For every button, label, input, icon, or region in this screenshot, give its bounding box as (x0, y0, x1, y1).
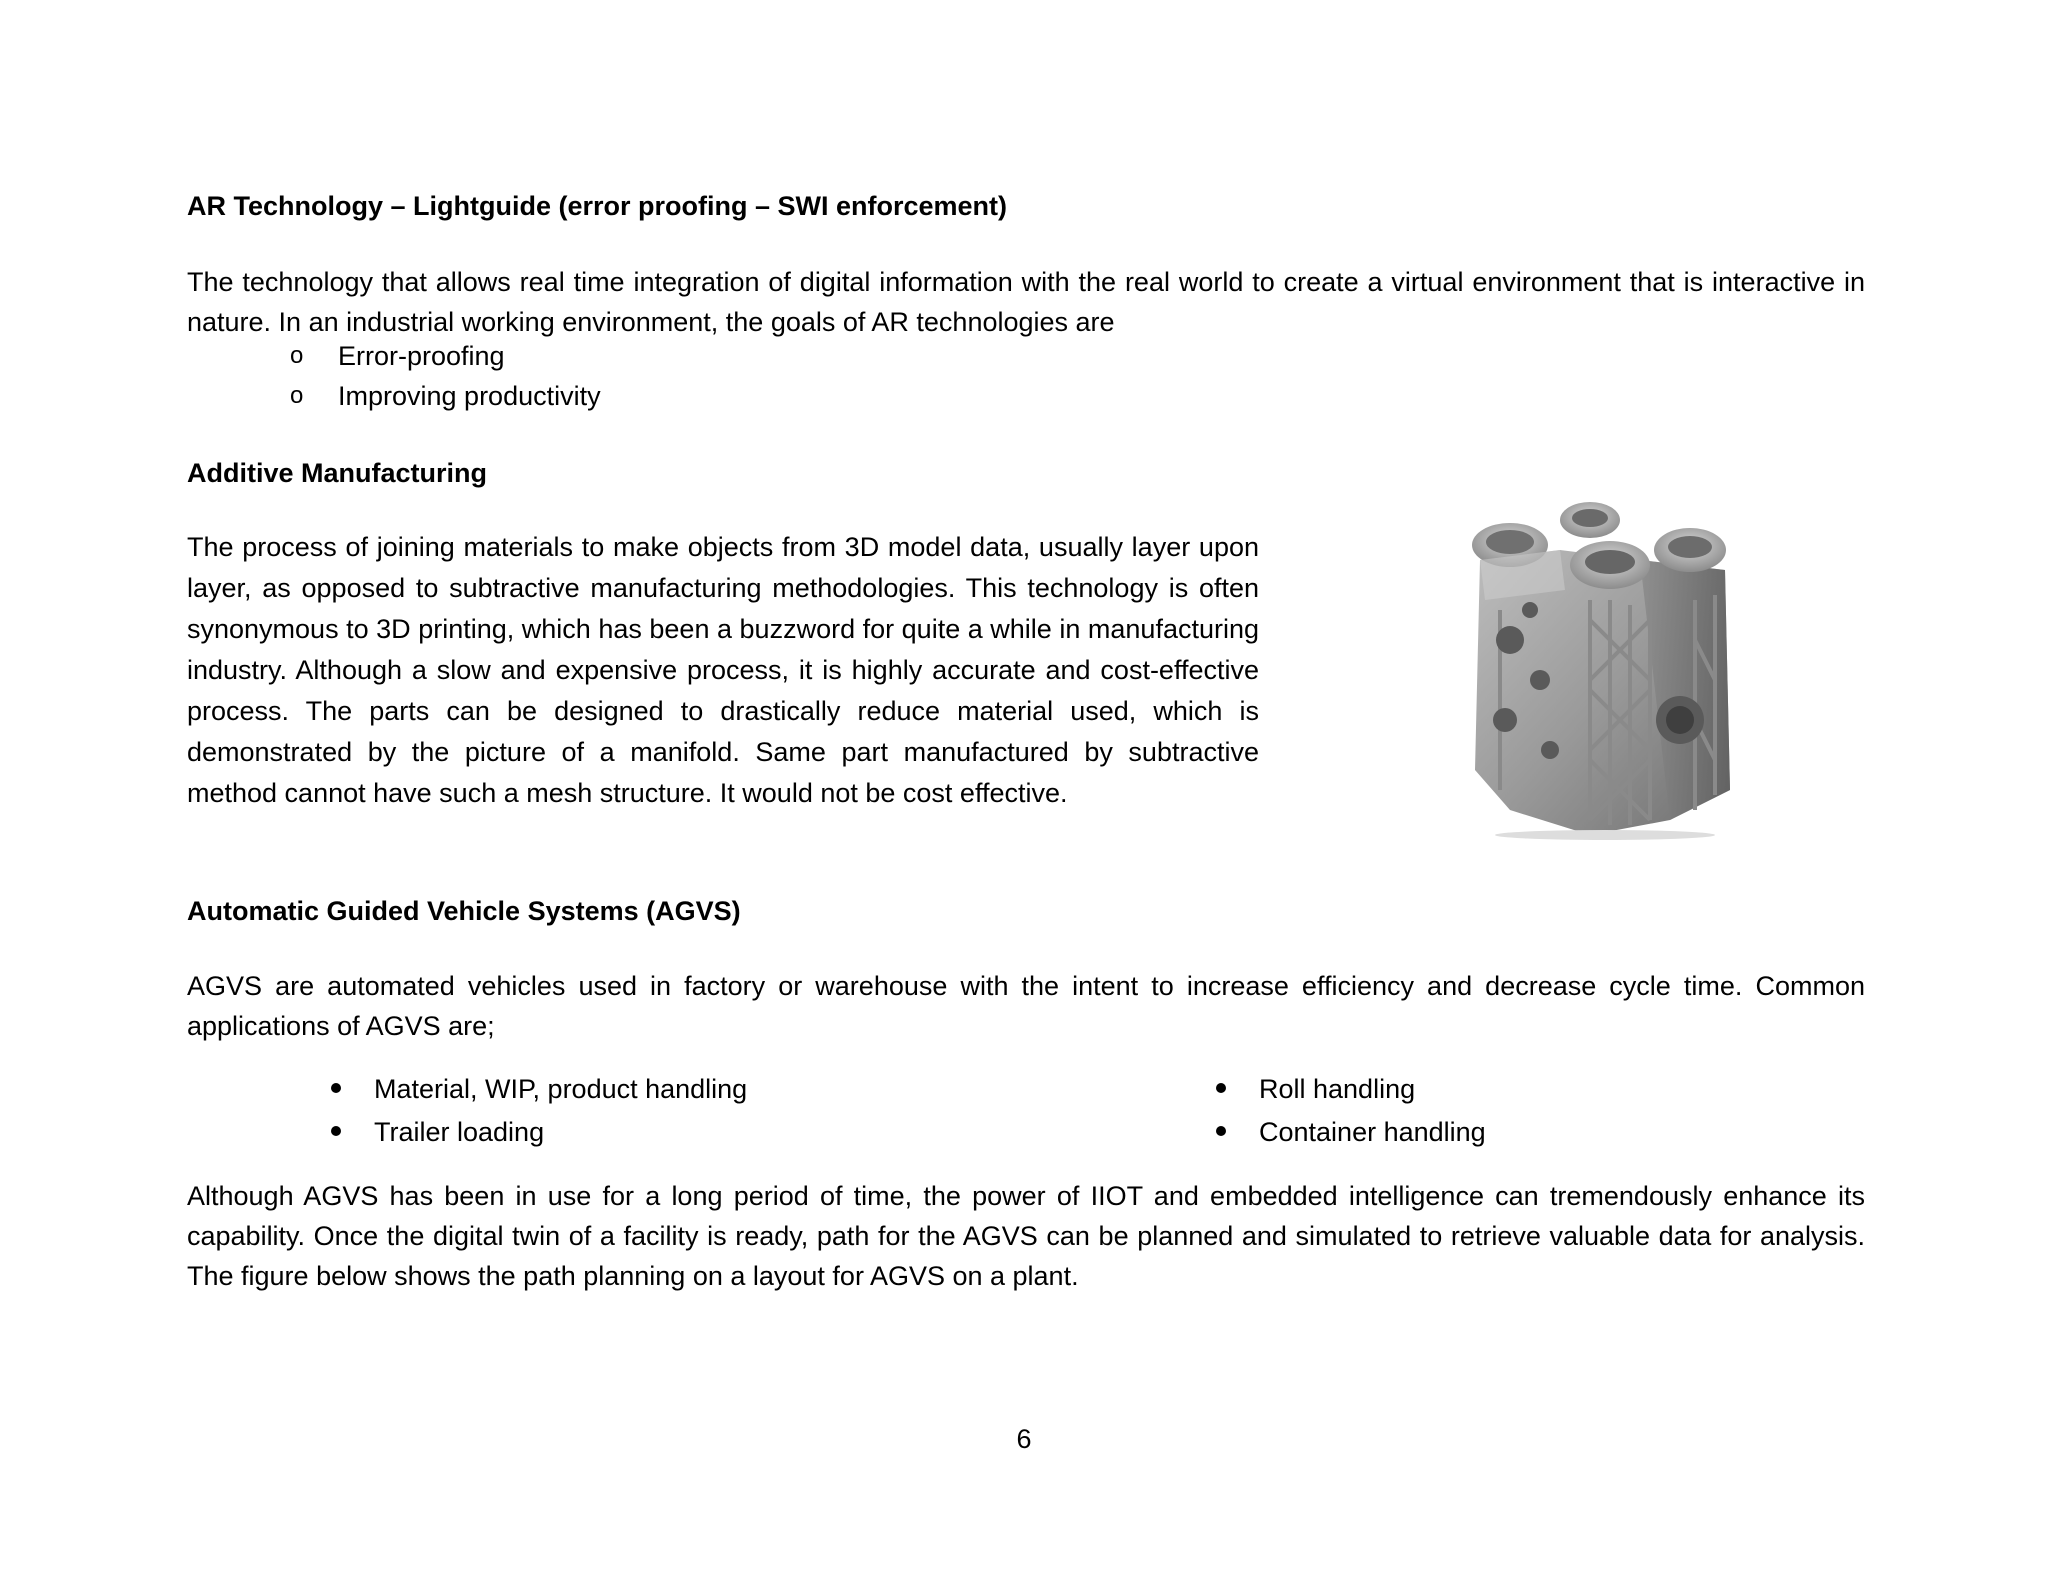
agvs-heading: Automatic Guided Vehicle Systems (AGVS) (187, 896, 741, 926)
circle-bullet-icon: o (290, 382, 304, 409)
bullet-icon (331, 1126, 341, 1136)
list-item (1212, 1111, 1486, 1154)
page-number: 6 (1016, 1424, 1032, 1454)
list-item-label: Roll handling (1259, 1074, 1416, 1104)
additive-manufacturing-heading: Additive Manufacturing (187, 458, 488, 488)
list-item-label: Improving productivity (338, 381, 601, 411)
list-item (290, 336, 601, 376)
list-item-label: Container handling (1259, 1117, 1486, 1147)
agvs-paragraph (187, 966, 1865, 1046)
additive-manufacturing-paragraph-text: The process of joining materials to make objects from 3D model data, usually layer upon layer, as opposed to subtractive manufacturing methodologies. This technology is often synonymous to 3D printing, which has been a buzzword for quite a while in manufacturing industry. Although a slow and expensive process, it is highly accurate and cost-effective process. The parts can be designed to drastically reduce material used, which is demonstrated by the picture of a manifold. Same part manufactured by subtractive method cannot have such a mesh structure. It would not be cost effective. (187, 532, 1259, 808)
ar-technology-heading: AR Technology – Lightguide (error proofing – SWI enforcement) (187, 191, 1008, 221)
bullet-icon (1216, 1083, 1226, 1093)
list-item (1212, 1068, 1486, 1111)
bullet-icon (1216, 1126, 1226, 1136)
agvs-closing-paragraph-text: Although AGVS has been in use for a long period of time, the power of IIOT and embedded intelligence can tremendously enhance its capability. Once the digital twin of a facility is ready, path for the AGVS can be planned and simulated to retrieve valuable data for analysis. The figure below shows the path planning on a layout for AGVS on a plant. (187, 1181, 1865, 1291)
list-item-label: Error-proofing (338, 341, 505, 371)
circle-bullet-icon: o (290, 342, 304, 369)
manifold-3d-print-illustration (1440, 490, 1760, 840)
ar-technology-paragraph-text: The technology that allows real time integration of digital information with the real world to create a virtual environment that is interactive in nature. In an industrial working environment, the goals of AR technologies are (187, 267, 1865, 337)
agvs-applications-list-left (327, 1068, 747, 1154)
list-item (327, 1068, 747, 1111)
list-item-label: Material, WIP, product handling (374, 1074, 748, 1104)
bullet-icon (331, 1083, 341, 1093)
list-item (327, 1111, 747, 1154)
agvs-closing-paragraph (187, 1176, 1865, 1296)
ar-goals-list (290, 336, 601, 416)
additive-manufacturing-paragraph (187, 527, 1259, 814)
agvs-applications-list-right (1212, 1068, 1486, 1154)
agvs-paragraph-text: AGVS are automated vehicles used in factory or warehouse with the intent to increase efficiency and decrease cycle time. Common applications of AGVS are; (187, 971, 1865, 1041)
ar-technology-paragraph (187, 262, 1865, 342)
list-item (290, 376, 601, 416)
list-item-label: Trailer loading (374, 1117, 545, 1147)
